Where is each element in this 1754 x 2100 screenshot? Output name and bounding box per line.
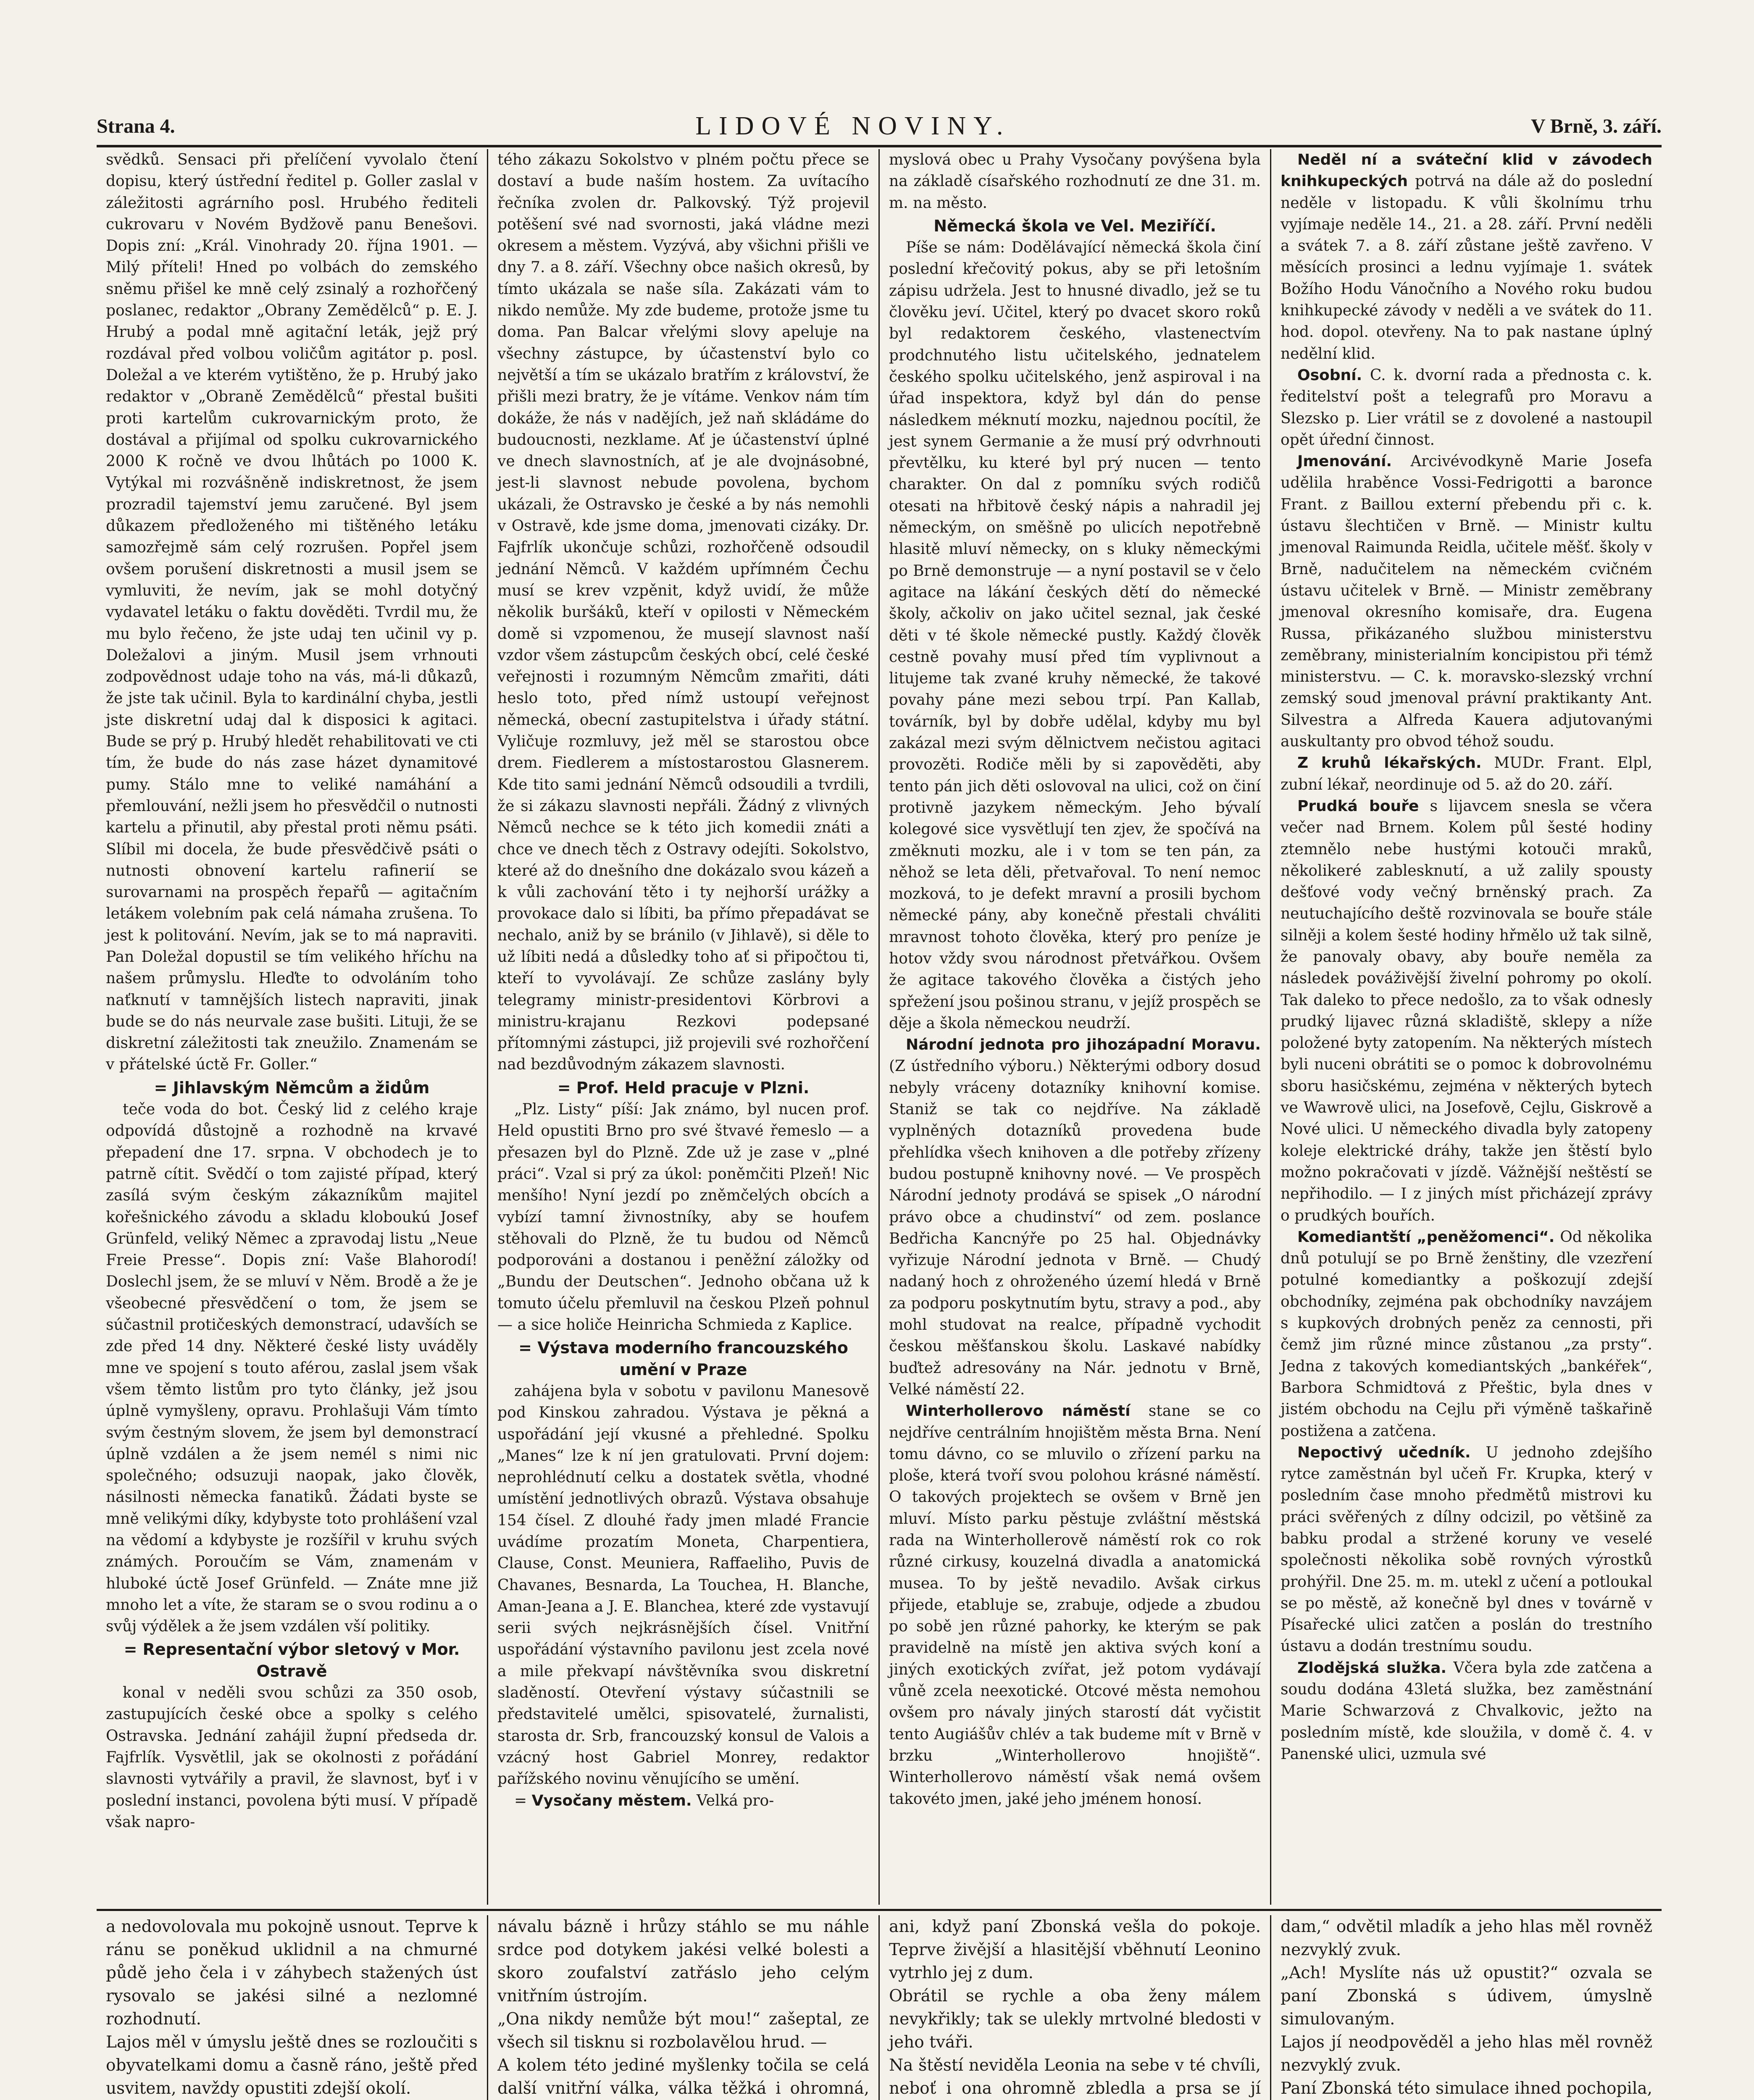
feuilleton-column-1 [97, 1915, 488, 2100]
inline-heading: Zlodějská služka. [1297, 1659, 1447, 1677]
article-heading: Německá škola ve Vel. Meziříčí. [934, 216, 1216, 235]
article-heading: = Prof. Held pracuje v Plzni. [557, 1078, 810, 1097]
article-paragraph: zahájena byla v sobotu v pavilonu Manesově pod Kinskou zahradou. Výstava je pěkná a uspořádání její vkusné a přehledné. Spolku „Manes“ lze k ní jen gratulovati. První dojem: neprohlédnutí celku a dostatek světla, vhodné umístění jednotlivých obrazů. Výstava obsahuje 154 čísel. Z dlouhé řady jmen mladé Francie uvádíme prozatím Moneta, Charpentiera, Clause, Const. Meuniera, Raffaeliho, Puvis de Chavanes, Besnarda, La Touchea, H. Blanche, Aman-Jeana a J. E. Blanchea, které zde vystavují serii svých nejkrásnějších čísel. Vnitřní uspořádání výstavního pavilonu jest zcela nové a mile překvapí návštěvníka svou diskretní sladěností. Otevření výstavy súčastnili se představitelé umělci, spisovatelé, žurnalisti, starosta dr. Srb, francouzský konsul de Valois a vzácný host Gabriel Monrey, redaktor pařížského novinu věnujícího se umění. [497, 1382, 869, 1788]
article-paragraph: Píše se nám: Dodělávající německá škola činí poslední křečovitý pokus, aby se při letošním zápisu udržela. Jest to hnusné divadlo, jež se tu člověku jeví. Učitel, který po dvacet skoro roků byl redaktorem českého, vlastenectvím prodchnutého listu učitelského, jednatelem českého spolku učitelského, jenž aspiroval i na úřad inspektora, když byl dán do pense následkem méknutí mozku, najednou pocítil, že jest synem Germanie a že musí prý odvrhnouti převtělku, ku které byl prý nucen — tento charakter. On dal z pomníku svých rodičů otesati na hřbitově český nápis a nahradil jej německým, on směšně po ulicích nepotřebně hlasitě mluví německy, on s kluky německými po Brně demonstruje — a nyní postavil se v čelo agitace na lákání českých dětí do německé školy, ačkoliv on jako učitel seznal, jak české děti v té škole německé pustly. Každý člověk cestně povahy musí před tím vyplivnout a litujeme tak zvané kruhy německé, že takové povahy páne mezi sebou trpí. Pan Kallab, továrník, byl by dobře udělal, kdyby mu byl zakázal mezi svým dělnictvem nečistou agitaci provozěti. Rodiče měli by si zapověděti, aby tento pán jich děti oslovoval na ulici, což on činí protivně jazykem německým. Jeho bývalí kolegové sice vysvětlují ten zjev, že spočívá na změknuti mozku, ale i v tom se ten pán, za něhož se leta děli, přetvařoval. To není nemoc mozková, to je defekt mravní a prosili bychom německé pány, aby konečně přestali chváliti mravnost tohoto člověka, který pro peníze je hotov vždy svou národnost přetvářkou. Ovšem že agitace takového člověka a čistých jeho spřežení jsou pošinou stranu, v jejíž prospěch se děje a škola německou neudrží. [889, 239, 1261, 1032]
article-heading: = Výstava moderního francouzského umění v Praze [518, 1339, 848, 1379]
article-paragraph: „Plz. Listy“ píší: Jak známo, byl nucen prof. Held opustiti Brno pro své štvavé řemeslo — a přesazen byl do Plzně. Zde už je zase v „plné práci“. Vzal si prý za úkol: poněmčiti Plzeň! Nic menšího! Nyní jezdí po zněmčelých obcích a vybízí tamní živnostníky, aby se houfem stěhovali do Plzně, že tu budou od Němců podporováni a dostanou i peněžní záložky od „Bundu der Deutschen“. Jednoho občana už k tomuto účelu přemluvil na českou Plzeň pohnul — a sice holiče Heinricha Schmieda z Kaplice. [497, 1101, 869, 1334]
article-paragraph: teče voda do bot. Český lid z celého kraje odpovídá důstojně a rozhodně na krvavé přepadení dne 17. srpna. V obchodech je to patrně cítit. Svědčí o tom zajisté případ, který zasílá svým českým zákazníkům majitel kořešnického závodu a skladu kloboukú Josef Grünfeld, veliký Němec a zpravodaj listu „Neue Freie Presse“. Dopis zní: Vaše Blahorodí! Doslechl jsem, že se mluví v Něm. Brodě a že je všeobecné přesvědčení o tom, že jsem se súčastnil protičeských demonstrací, udavších se zde před 14 dny. Některé české listy uváděly mne ve spojení s touto aférou, zaslal jsem však všem těmto listům pro tyto články, jež jsou úplně vymyšleny, opravu. Prohlašuji Vám tímto svým čestným slovem, že jsem byl demonstrací úplně vzdálen a že jsem nemél s nimi nic společného; odsuzuji naopak, jako člověk, násilnosti německa fanatiků. Žádati byste se mně velikými díky, kdybyste toto prohlášení vzal na vědomí a kdybyste je rozšířil v kruhu svých známých. Poroučím se Vám, znamenám v hluboké úctě Josef Grünfeld. — Znáte mne již mnoho let a víte, že staram se o svou rodinu a o svůj výdělek a že jsem vzdálen vší politiky. [106, 1101, 478, 1635]
article-paragraph: Komediantští „peněžomenci“. Od několika dnů potulují se po Brně ženštiny, dle vzezření potulné komediantky a poškozují zdejší obchodníky, zejména pak obchodníky navzájem s kupkových drobných peněz za cennosti, při čemž jim různé mince zůstanou „za prsty“. Jedna z takových komediantských „bankéřek“, Barbora Schmidtová z Přeštic, byla dnes v jistém obchodu na Cejlu při výměně taškařině postižena a zatčena. [1281, 1228, 1652, 1440]
news-column-2 [488, 149, 880, 1905]
article-paragraph: Národní jednota pro jihozápadní Moravu. (Z ústředního výboru.) Některými odbory dosud nebyly vráceny dotazníky knihovní komise. Staniž se tak co nejdříve. Na základě vyplněných dotazníků provedena bude přehlídka všech knihoven a dle potřeby zřízeny budou postupně knihovny nové. — Ve prospěch Národní jednoty prodává se spisek „O národní právo obce a chudinství“ od zem. poslance Bedřicha Kancnýře po 25 hal. Objednávky vyřizuje Národní jednota v Brně. — Chudý nadaný hoch z ohroženého území hledá v Brně za podporu poskytnutím bytu, stravy a pod., aby mohl studovat na realce, případně vychodit českou měšťanskou školu. Laskavé nabídky buďtež adresovány na Nár. jednotu v Brně, Velké náměstí 22. [889, 1036, 1261, 1398]
article-heading: = Representační výbor sletový v Mor. Ostravě [124, 1640, 460, 1680]
inline-heading: Národní jednota pro jihozápadní Moravu. [906, 1036, 1261, 1054]
news-columns [97, 149, 1662, 1905]
inline-heading: Z kruhů lékařských. [1297, 754, 1482, 772]
inline-heading: Jmenování. [1297, 453, 1392, 470]
masthead: LIDOVÉ NOVINY. [695, 111, 1011, 140]
article-paragraph: Neděl ní a sváteční klid v závodech knihkupeckých potrvá na dále až do poslední neděle v listopadu. K vůli školnímu trhu vyjímaje neděle 14., 21. a 28. září. První neděli a svátek 7. a 8. září zůstane ještě zavřeno. V měsících prosinci a lednu vyjímaje 1. svátek Božího Hodu Vánočního a Nového roku budou knihkupecké závody v neděli a ve svátek do 11. hod. dopol. otevřeny. Na to pak nastane úplný nedělní klid. [1281, 151, 1652, 362]
feuilleton-column-2 [488, 1915, 880, 2100]
article-paragraph: Zlodějská služka. Včera byla zde zatčena a soudu dodána 43letá služka, bez zaměstnání Marie Schwarzová z Chvalkovic, ježto na posledním místě, kde sloužila, v domě č. 4. v Panenské ulici, uzmula své [1281, 1659, 1653, 1763]
article-paragraph: = Vysočany městem. Velká pro- [514, 1792, 774, 1809]
news-column-3 [880, 149, 1271, 1905]
inline-heading: Nepoctivý učedník. [1297, 1444, 1471, 1461]
inline-heading: Osobní. [1297, 366, 1362, 384]
article-paragraph: svědků. Sensaci při přelíčení vyvolalo čtení dopisu, který ústřední ředitel p. Goller zaslal v záležitosti agrárního posl. Hrubého řediteli cukrovaru v Novém Bydžově panu Benešovi. Dopis zní: „Král. Vinohrady 20. října 1901. — Milý příteli! Hned po volbách do zemského sněmu přišel ke mně celý zsinalý a rozhořčený poslanec, redaktor „Obrany Zemědělců“ p. E. J. Hrubý a podal mně agitační leták, jejž prý rozdával před volbou voličům agitátor p. posl. Doležal a ve kterém vytištěno, že p. Hrubý jako redaktor v „Obraně Zemědělců“ přestal bušiti proti kartelům cukrovarnickým proto, že dostával a přijímal od spolku cukrovarnického 2000 K ročně ve dvou lhůtách po 1000 K. Vytýkal mi rozvášněně indiskretnost, že jsem prozradil tajemství jemu zaručené. Byl jsem důkazem předloženého mi tištěného letáku samozřejmě sám celý rozrušen. Popřel jsem ovšem porušení diskretnosti a musil jsem se vymluviti, že nevím, jak se mohl dotyčný vydavatel letáku o faktu dověděti. Tvrdil mu, že mu bylo řečeno, že jste udaj ten učinil vy p. Doležalovi a jiným. Musil jsem vrhnouti zodpovědnost udaje toho na vás, má-li důkazů, že jste tak učinil. Byla to kardinální chyba, jestli jste diskretní udaj dal k disposici k agitaci. Bude se prý p. Hrubý hledět rehabilitovati ve cti tím, že bude do nás zase házet dynamitové pumy. Stálo mne to veliké namáhání a přemlouvání, nežli jsem ho přesvědčil o nutnosti kartelu a přinutil, aby přestal proti němu psáti. Slíbil mi docela, že bude přesvědčivě psáti o nutnosti obnovení kartelu rafinerií se surovarnami na prospěch řepařů — agitačním letákem volebním pak celá námaha zrušena. To jest k politování. Nevím, jak se to má napraviti. Pan Doležal dopustil se tím velikého hříchu na našem průmyslu. Hleďte to odvoláním toho naťknutí v tamnějších listech napraviti, jinak bude se do nás neurvale zase bušiti. Lituji, že se diskretní záležitosti tak zneužilo. Znamenám se v přátelské úctě Fr. Goller.“ [106, 151, 478, 1074]
feuilleton-text: ani, když paní Zbonská vešla do pokoje. Teprve živější a hlasitější vběhnutí Leonino vytrhlo jej z dum. Obrátil se rychle a oba ženy málem nevykřikly; tak se ulekly mrtvolné bledosti v jeho tváři. Na štěstí neviděla Leonia na sebe v té chvíli, neboť i ona ohromně zbledla a prsa se jí [889, 1917, 1261, 2098]
feuilleton-text: návalu bázně i hrůzy stáhlo se mu náhle srdce pod dotykem jakési velké bolesti a skoro zoufalství zatřáslo jeho celým vnitřním ústrojím. „Ona nikdy nemůže být mou!“ zašeptal, ze všech sil tisknu si rozbolavělou hrud. — A kolem této jediné myšlenky točila se celá další vnitřní válka, válka těžká i ohromná, [497, 1917, 869, 2098]
article-paragraph: Jmenování. Arcivévodkyně Marie Josefa udělila hraběnce Vossi-Fedrigotti a baronce Frant. z Baillou externí přebendu při c. k. ústavu šlechtičen v Brně. — Ministr kultu jmenoval Raimunda Reidla, učitele měšť. školy v Brně, nadučitelem na německém cvičném ústavu učitelek v Brně. — Ministr zeměbrany jmenoval okresního komisaře, dra. Eugena Russa, přikázaného službou ministerstvu zeměbrany, ministerialním koncipistou při témž ministerstvu. — C. k. moravsko-slezský vrchní zemský soud jmenoval právní praktikanty Ant. Silvestra a Alfreda Kauera adjutovanými auskultanty pro obvod téhož soudu. [1281, 453, 1652, 751]
article-paragraph: Prudká bouře s lijavcem snesla se včera večer nad Brnem. Kolem půl šesté hodiny ztemnělo nebe hustými kotouči mraků, několikeré zablesknutí, a už zalily spousty dešťové vody večný brněnský prach. Za neutuchajícího deště rozvinovala se bouře stále silněji a kolem šesté hodiny hřmělo už tak silně, že panovaly obavy, aby bouře neměla za následek pováživější živelní pohromy po okolí. Tak daleko to přece nedošlo, za to však odnesly prudký lijavec různá skladiště, sklepy a níže položené byty zatopením. Na některých místech byli nuceni obrátiti se o pomoc k dobrovolnému sboru hasičskému, zejména v některých bytech ve Wawrově ulici, na Josefově, Cejlu, Giskrově a Nové ulici. U německého divadla byly zatopeny koleje elektrické dráhy, takže jen štěstí bylo možno pokračovati v jízdě. Vážnější neštěstí se nepřihodilo. — I z jiných míst přicházejí zprávy o prudkých bouřích. [1281, 797, 1652, 1224]
feuilleton-divider [97, 1909, 1662, 1911]
inline-heading: Neděl ní a sváteční klid v závodech knihkupeckých [1281, 151, 1652, 190]
inline-heading: Vysočany městem. [531, 1792, 692, 1809]
page-number: Strana 4. [97, 115, 175, 137]
inline-heading: Komediantští „peněžomenci“. [1297, 1228, 1555, 1246]
article-paragraph: Winterhollerovo náměstí stane se co nejdříve centrálním hnojištěm města Brna. Není tomu dávno, co se mluvilo o zřízení parku na ploše, která tvoří svou polohou krásné náměstí. O takových projektech se ovšem v Brně jen mluví. Místo parku pěstuje zvláštní městská rada na Winterhollerově náměstí rok co rok různé cirkusy, kouzelná divadla a anatomická musea. To by ještě nevadilo. Avšak cirkus přijede, etabluje se, zrabuje, odjede a zbudou po sobě jen různé pahorky, ke kterým se pak pravidelně na místě jen aktiva svých koní a jiných exotických zvířat, jež potom vydávají vůně zcela neexotické. Otcové města nemohou ovšem pro návaly jiných starostí dát vyčistit tento Augiášův chlév a tak budeme mít v Brně v brzku „Winterhollerovo hnojiště“. Winterhollerovo náměstí však nemá ovšem takovéto jmen, jaké jeho jménem honosí. [889, 1402, 1261, 1808]
article-paragraph: Nepoctivý učedník. U jednoho zdejšího rytce zaměstnán byl učeň Fr. Krupka, který v posledním čase mnoho předmětů mistrovi ku práci svěřených z dílny odcizil, po většině za babku prodal a stržené koruny ve veselé společnosti několika sobě rovných výrostků prohýřil. Dne 25. m. m. utekl z učení a potloukal se po městě, až konečně byl dnes v továrně v Písařecké ulici zatčen a poslán do trestního ústavu a dodán trestnímu soudu. [1281, 1444, 1652, 1655]
feuilleton-columns [97, 1915, 1662, 2100]
news-column-1 [97, 149, 488, 1905]
feuilleton-column-4 [1271, 1915, 1662, 2100]
news-column-4 [1271, 149, 1662, 1905]
article-paragraph: Z kruhů lékařských. MUDr. Frant. Elpl, zubní lékař, neordinuje od 5. až do 20. září. [1281, 754, 1652, 793]
feuilleton-text: dam,“ odvětil mladík a jeho hlas měl rovněž nezvyklý zvuk. „Ach! Myslíte nás už opustit?“ ozvala se paní Zbonská s údivem, úmyslně simulovaným. Lajos jí neodpověděl a jeho hlas měl rovněž nezvyklý zvuk. Paní Zbonská této simulace ihned pochopila, [1281, 1917, 1652, 2098]
article-paragraph: tého zákazu Sokolstvo v plném počtu přece se dostaví a bude naším hostem. Za uvítacího řečníka zvolen dr. Palkovský. Týž projevil potěšení své nad svornosti, jaká vládne mezi okresem a městem. Vyzývá, aby všichni přišli ve dny 7. a 8. září. Všechny obce našich okresů, by tímto ukázala se naše síla. Zakázati vám to nikdo nemůže. My zde budeme, protože jsme tu doma. Pan Balcar vřelými slovy apeluje na všechny zástupce, by účastenství bylo co největší a tím se ukázalo bratřím z království, že přišli mezi bratry, že je vítáme. Venkov nám tím dokáže, že nás v nadějích, jež naň skládáme do budoucnosti, nezklame. Ať je účastenství úplné ve dnech slavnostních, ať je ale dvojnásobné, jest-li slavnost nebude povolena, bychom ukázali, že Ostravsko je české a by nás nemohli v Ostravě, kde jsme doma, jmenovati cizáky. Dr. Fajfrlík ukončuje schůzi, rozhořčeně odsoudil jednání Němců. V každém upřímném Čechu musí se krev vzpěnit, když uvidí, že může několik buršáků, kteří v opilosti v Německém domě si vzpomenou, že musejí slavnost naší vzdor všem zástupcům českých obcí, celé české veřejnosti i rozumným Němcům zmařiti, dáti heslo toto, před nímž ustoupí veřejnost německá, obecní zastupitelstva i úřady státní. Vyličuje rozmluvy, jež měl se starostou obce drem. Fiedlerem a místostarostou Glasnerem. Kde tito sami jednání Němců odsoudili a tvrdili, že si zákazu slavnosti nepřáli. Žádný z vlivných Němců nechce se k této jich komedii znáti a chce ve dnech těch z Ostravy odejíti. Sokolstvo, které až do dnešního dne dokázalo svou kázeň a k vůli zachování těto i ty nejhorší urážky a provokace dalo si líbiti, ba přímo přepadávat se nechalo, aniž by se bránilo (v Jihlavě), si děle to už líbiti nedá a důsledky toho ať si připočtou ti, kteří to vyvolávají. Ze schůze zaslány byly telegramy ministr-presidentovi Körbrovi a ministru-krajanu Rezkovi podepsané přítomnými zástupci, již projevili své rozhořčení nad bezdůvodným zákazem slavnosti. [497, 151, 869, 1074]
article-paragraph: konal v neděli svou schůzi za 350 osob, zastupujících české obce a spolky s celého Ostravska. Jednání zahájil župní předseda dr. Fajfrlík. Vysvětlil, jak se okolnosti z pořádání slavnosti vytvářily a pravil, že slavnost, byť i v poslední instanci, povolena býti musí. V případě však napro- [106, 1684, 478, 1831]
page-header [97, 107, 1662, 147]
dateline: V Brně, 3. září. [1530, 115, 1662, 137]
feuilleton-text: a nedovolovala mu pokojně usnout. Teprve k ránu se poněkud uklidnil a na chmurné půdě jeho čela i v záhybech stažených úst rysovalo se jakési silné a nezlomné rozhodnutí. Lajos měl v úmyslu ještě dnes se rozloučiti s obyvatelkami domu a časně ráno, ještě před usvitem, navždy opustiti zdejší okolí. [106, 1917, 478, 2098]
article-heading: = Jihlavským Němcům a židům [154, 1078, 430, 1097]
inline-heading: Prudká bouře [1297, 797, 1419, 815]
inline-heading: Winterhollerovo náměstí [906, 1402, 1131, 1420]
article-paragraph: Osobní. C. k. dvorní rada a přednosta c. k. ředitelství pošt a telegrafů pro Moravu a Slezsko p. Lier vrátil se z dovolené a nastoupil opět úřední činnost. [1281, 366, 1652, 449]
feuilleton-column-3 [880, 1915, 1271, 2100]
article-paragraph: myslová obec u Prahy Vysočany povýšena byla na základě císařského rozhodnutí ze dne 31. m. m. na město. [889, 151, 1261, 212]
